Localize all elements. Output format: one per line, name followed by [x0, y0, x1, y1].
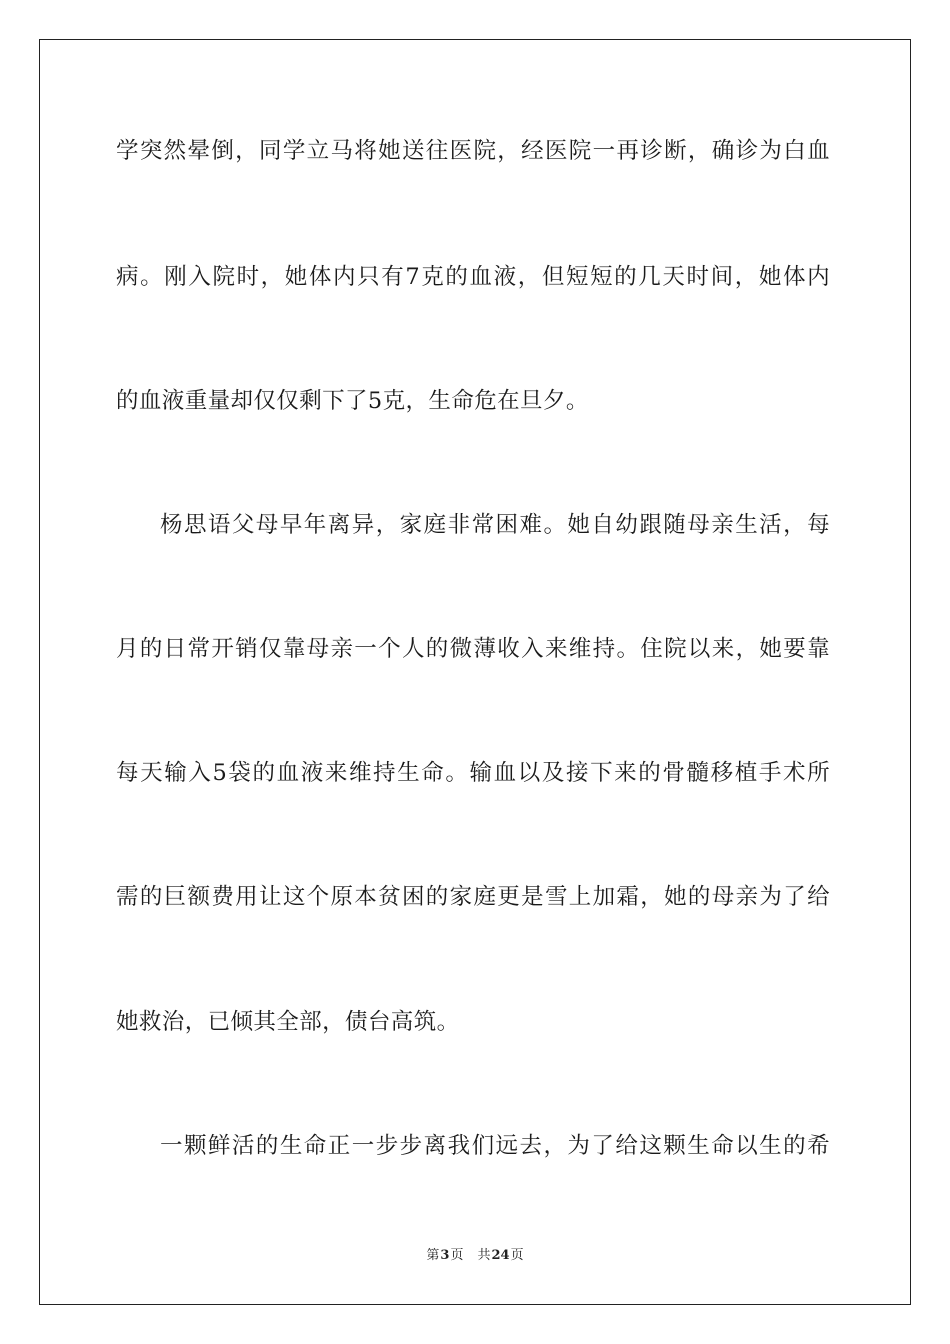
page-border: [39, 39, 911, 1305]
text-line: 杨思语父母早年离异，家庭非常困难。她自幼跟随母亲生活，每: [160, 512, 830, 538]
total-suffix: 页: [510, 1248, 524, 1263]
total-prefix: 共: [477, 1248, 491, 1263]
text-line: 病。刚入院时，她体内只有7克的血液，但短短的几天时间，她体内: [116, 264, 830, 290]
page-prefix: 第: [426, 1248, 440, 1263]
text-line: 学突然晕倒，同学立马将她送往医院，经医院一再诊断，确诊为白血: [116, 138, 830, 164]
page-total: 24: [491, 1248, 510, 1263]
text-line: 一颗鲜活的生命正一步步离我们远去，为了给这颗生命以生的希: [160, 1133, 830, 1159]
text-line: 每天输入5袋的血液来维持生命。输血以及接下来的骨髓移植手术所: [116, 760, 830, 786]
page-suffix: 页: [450, 1248, 464, 1263]
page-footer: [0, 1247, 950, 1265]
text-line: 的血液重量却仅仅剩下了5克，生命危在旦夕。: [116, 388, 589, 414]
text-line: 月的日常开销仅靠母亲一个人的微薄收入来维持。住院以来，她要靠: [116, 636, 830, 662]
text-line: 她救治，已倾其全部，债台高筑。: [116, 1009, 460, 1035]
text-line: 需的巨额费用让这个原本贫困的家庭更是雪上加霜，她的母亲为了给: [116, 884, 830, 910]
page-current: 3: [440, 1248, 450, 1263]
